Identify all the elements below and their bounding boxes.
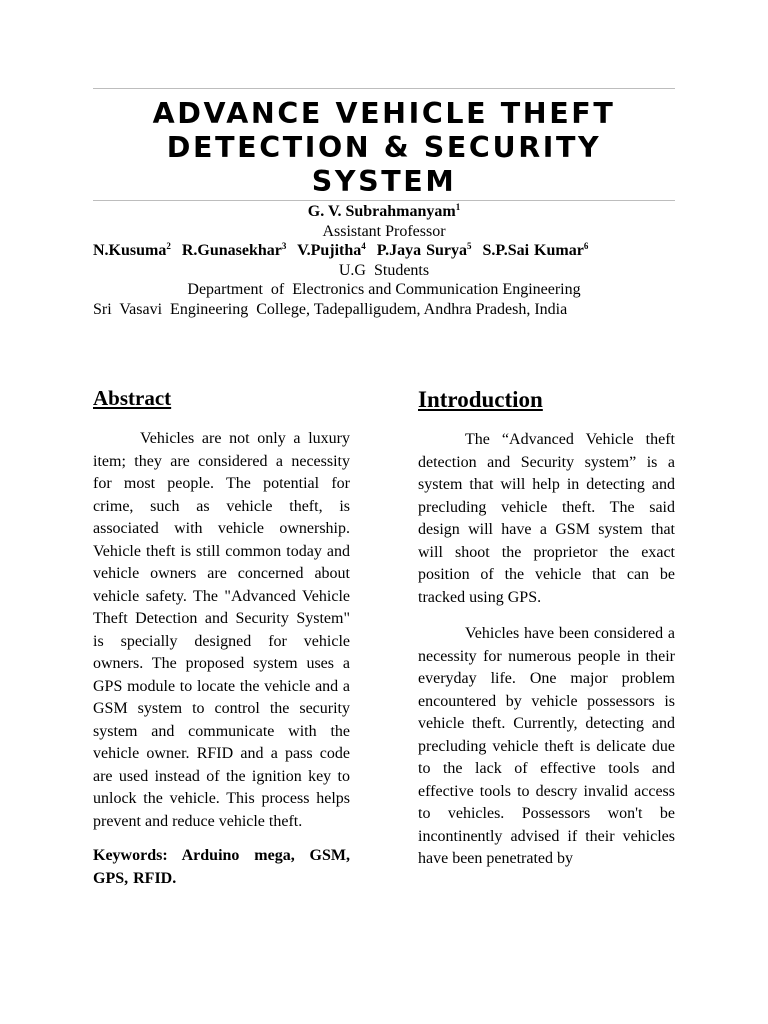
author-affil-mark: 3 <box>281 241 287 252</box>
paper-title <box>93 97 675 199</box>
title-line-1: ADVANCE VEHICLE THEFT <box>152 97 616 130</box>
introduction-paragraph-2: Vehicles have been considered a necessity for numerous people in their everyday life. One major problem encountered by vehicle possessors is vehicle theft. Currently, detecting and precluding vehicle theft is delicate due to the lack of effective tools and effective tools to descry invalid access to vehicles. Possessors won't be incontinently advised if their vehicles have been penetrated by <box>418 625 675 867</box>
supervisor-name: G. V. Subrahmanyam <box>307 203 456 220</box>
author-name: N.Kusuma <box>93 242 167 260</box>
introduction-heading: Introduction <box>418 387 543 412</box>
author-name: V.Pujitha <box>297 242 362 260</box>
author-2 <box>182 242 287 259</box>
author-affil-mark: 4 <box>361 241 366 252</box>
introduction-paragraph-1: The “Advanced Vehicle theft detection and Security system” is a system that will help in detecting and precluding vehicle theft. The said design will have a GSM system that will shoot the proprietor the exact position of the vehicle that can be tracked using GPS. <box>418 431 675 606</box>
author-affil-mark: 2 <box>166 241 171 252</box>
author-affil-mark: 6 <box>583 241 589 252</box>
introduction-column <box>418 385 675 871</box>
title-bottom-rule <box>93 200 675 201</box>
author-name: R.Gunasekhar <box>181 242 282 260</box>
supervisor-affil-mark: 1 <box>455 202 461 212</box>
keywords: Keywords: Arduino mega, GSM, GPS, RFID. <box>93 847 350 887</box>
top-rule <box>93 88 675 89</box>
title-line-3: SYSTEM <box>311 165 457 198</box>
students-role: U.G Students <box>338 261 430 279</box>
author-5 <box>482 242 588 259</box>
author-name: P.Jaya Surya <box>376 242 467 260</box>
title-line-2: DETECTION & SECURITY <box>166 131 602 164</box>
author-3 <box>297 242 366 259</box>
author-block <box>93 202 675 320</box>
author-affil-mark: 5 <box>466 241 472 252</box>
abstract-column <box>93 384 350 890</box>
supervisor-name-line <box>93 202 675 222</box>
author-4 <box>377 242 472 259</box>
abstract-heading: Abstract <box>93 386 172 410</box>
student-authors <box>93 241 675 261</box>
author-name: S.P.Sai Kumar <box>482 242 584 260</box>
author-1 <box>93 242 171 259</box>
college-affiliation: Sri Vasavi Engineering College, Tadepalligudem, Andhra Pradesh, India <box>93 300 568 318</box>
supervisor-role: Assistant Professor <box>322 222 446 240</box>
abstract-body: Vehicles are not only a luxury item; they are considered a necessity for most people. The potential for crime, such as vehicle theft, is associated with vehicle ownership. Vehicle theft is still common today and vehicle owners are concerned about vehicle safety. The "Advanced Vehicle Theft Detection and Security System" is specially designed for vehicle owners. The proposed system uses a GPS module to locate the vehicle and a GSM system to control the security system and communicate with the vehicle owner. RFID and a pass code are used instead of the ignition key to unlock the vehicle. This process helps prevent and reduce vehicle theft. <box>93 430 350 830</box>
department: Department of Electronics and Communication Engineering <box>187 281 581 299</box>
